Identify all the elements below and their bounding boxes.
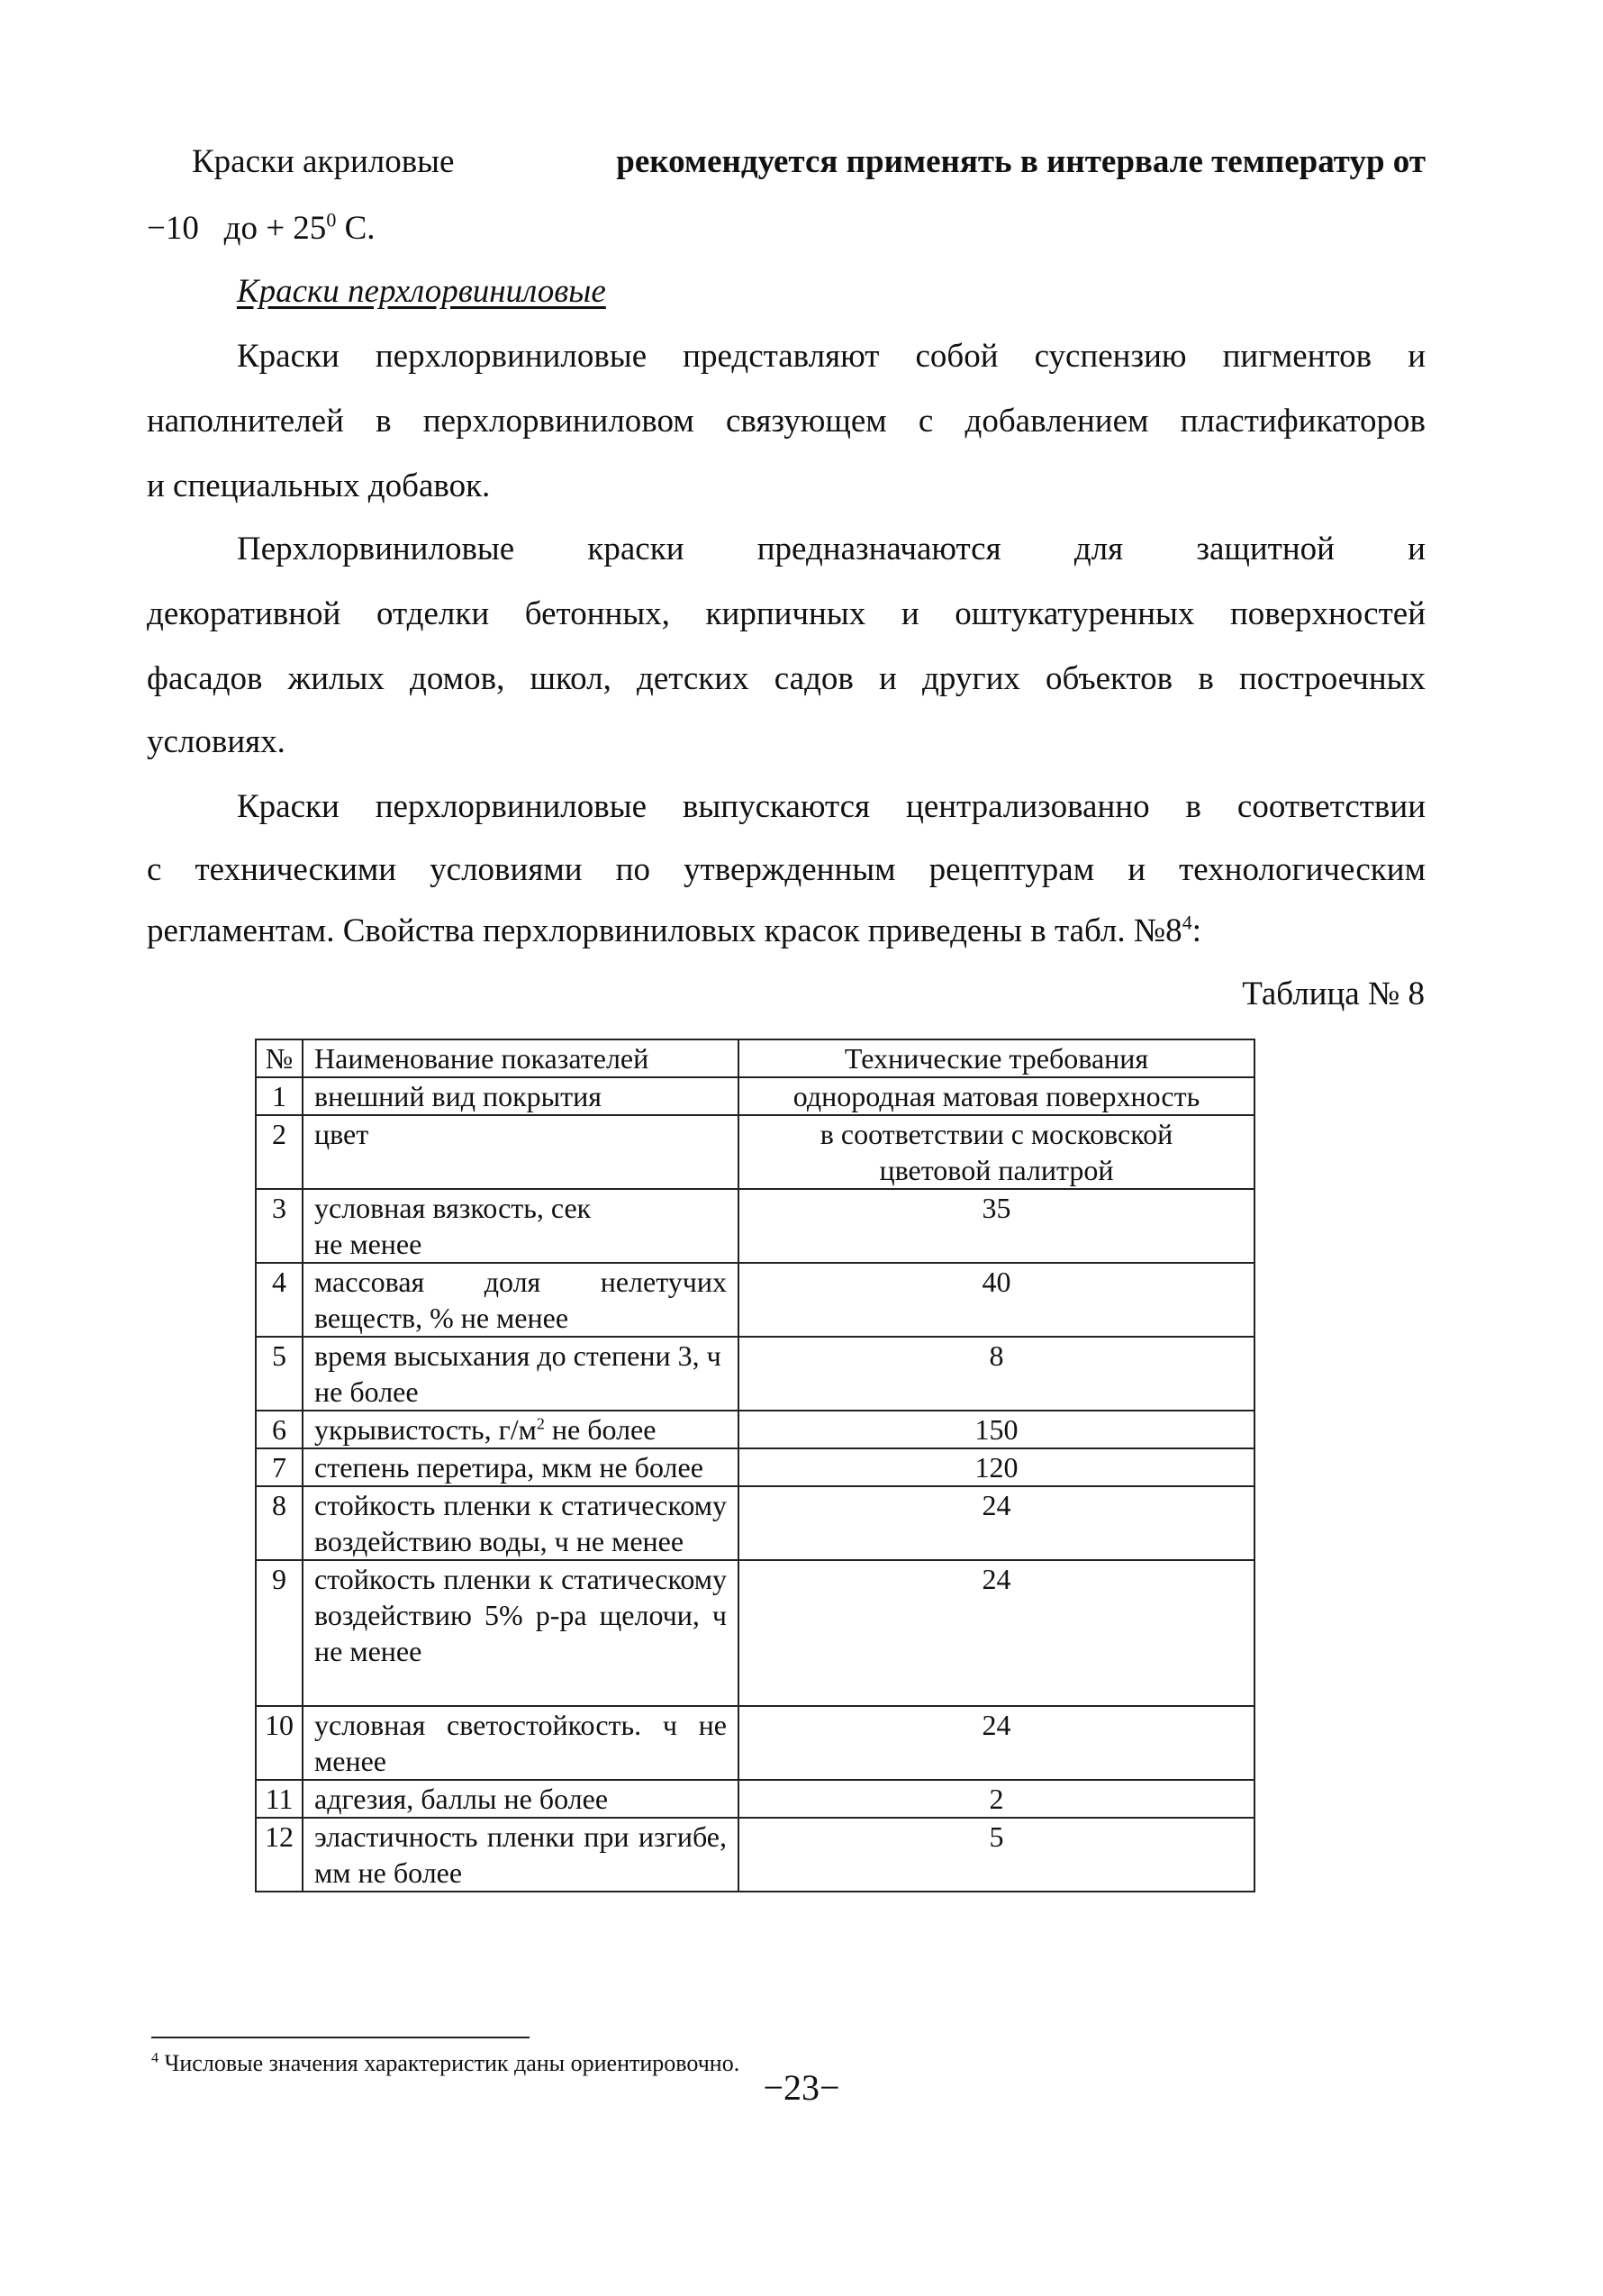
temp-degree-sup: 0 xyxy=(326,208,337,231)
table-row xyxy=(256,1411,1254,1448)
row-value: 5 xyxy=(738,1818,1254,1892)
row-num: 12 xyxy=(256,1818,303,1892)
table-header-row xyxy=(256,1039,1254,1077)
table-row xyxy=(256,1560,1254,1706)
acrylic-line-1 xyxy=(192,142,1426,182)
row-name: стойкость пленки к статическому воздействию воды, ч не менее xyxy=(303,1486,738,1560)
row-num: 11 xyxy=(256,1780,303,1818)
p3-line-3-text: регламентам. Свойства перхлорвиниловых красок приведены в табл. №8 xyxy=(147,912,1182,949)
section-heading: Краски перхлорвиниловые xyxy=(237,273,606,310)
p2-word-1: Перхлорвиниловые xyxy=(237,531,515,567)
table-row xyxy=(256,1263,1254,1337)
row-value: 24 xyxy=(738,1486,1254,1560)
row-name: условная светостойкость. ч не менее xyxy=(303,1706,738,1780)
row-num: 8 xyxy=(256,1486,303,1560)
table-row xyxy=(256,1706,1254,1780)
temp-range-post: С. xyxy=(336,210,376,247)
footnote-marker: 4 xyxy=(151,2050,158,2066)
p2-word-6: и xyxy=(1408,531,1426,567)
header-requirements: Технические требования xyxy=(738,1039,1254,1077)
table-row xyxy=(256,1189,1254,1263)
row-value: 35 xyxy=(738,1189,1254,1263)
row-name: стойкость пленки к статическому воздействию 5% р-ра щелочи, ч не менее xyxy=(303,1560,738,1706)
row-name: цвет xyxy=(303,1115,738,1189)
row-value: 40 xyxy=(738,1263,1254,1337)
row-value: 120 xyxy=(738,1448,1254,1486)
p3-line-3 xyxy=(147,912,1201,951)
table-row xyxy=(256,1115,1254,1189)
temp-range-pre: −10 до + 25 xyxy=(147,210,327,247)
row-num: 7 xyxy=(256,1448,303,1486)
p2-word-4: для xyxy=(1073,531,1124,567)
row-num: 9 xyxy=(256,1560,303,1706)
footnote-divider xyxy=(151,2037,530,2038)
row-value: 2 xyxy=(738,1780,1254,1818)
acrylic-line-1-bold: рекомендуется применять в интервале температур от xyxy=(616,143,1426,180)
row-name: массовая доля нелетучих веществ, % не менее xyxy=(303,1263,738,1337)
footnote-text: Числовые значения характеристик даны ориентировочно. xyxy=(164,2050,740,2076)
table-caption: Таблица № 8 xyxy=(1242,976,1425,1012)
row-value: в соответствии с московской цветовой палитрой xyxy=(738,1115,1254,1189)
table-row xyxy=(256,1077,1254,1115)
row-name: эластичность пленки при изгибе, мм не более xyxy=(303,1818,738,1892)
row-value: 24 xyxy=(738,1706,1254,1780)
p3-line-2: с техническими условиями по утвержденным рецептурам и технологическим xyxy=(147,851,1426,888)
row-num: 2 xyxy=(256,1115,303,1189)
row-num: 1 xyxy=(256,1077,303,1115)
acrylic-line-2 xyxy=(147,209,376,249)
table-row xyxy=(256,1818,1254,1892)
p2-line-1 xyxy=(237,530,1426,569)
header-num: № xyxy=(256,1039,303,1077)
row-num: 3 xyxy=(256,1189,303,1263)
table-row xyxy=(256,1486,1254,1560)
p3-line-1: Краски перхлорвиниловые выпускаются централизованно в соответствии xyxy=(237,788,1426,825)
row-name-post: не более xyxy=(544,1413,657,1446)
p1-line-1-text: Краски перхлорвиниловые представляют собой суспензию пигментов и xyxy=(237,338,1426,375)
row-value: 8 xyxy=(738,1337,1254,1411)
row-num: 4 xyxy=(256,1263,303,1337)
table-row xyxy=(256,1780,1254,1818)
p2-line-2: декоративной отделки бетонных, кирпичных и оштукатуренных поверхностей xyxy=(147,595,1426,632)
row-name: адгезия, баллы не более xyxy=(303,1780,738,1818)
row-value: 24 xyxy=(738,1560,1254,1706)
row-name: степень перетира, мкм не более xyxy=(303,1448,738,1486)
row-value: 150 xyxy=(738,1411,1254,1448)
p1-line-2: наполнителей в перхлорвиниловом связующем с добавлением пластификаторов xyxy=(147,403,1426,440)
row-name-sup: 2 xyxy=(536,1414,545,1433)
page-number: −23− xyxy=(763,2067,840,2108)
header-name: Наименование показателей xyxy=(303,1039,738,1077)
table-row xyxy=(256,1448,1254,1486)
row-name: внешний вид покрытия xyxy=(303,1077,738,1115)
p1-line-1 xyxy=(237,337,1426,377)
p2-word-3: предназначаются xyxy=(756,531,1001,567)
row-name-pre: укрывистость, г/м xyxy=(314,1413,537,1446)
properties-table xyxy=(255,1039,1255,1892)
row-name xyxy=(303,1411,738,1448)
p2-line-4: условиях. xyxy=(147,723,285,760)
p3-line-3-tail: : xyxy=(1191,912,1201,949)
acrylic-line-1-regular: Краски акриловые xyxy=(192,143,455,180)
row-name: время высыхания до степени 3, ч не более xyxy=(303,1337,738,1411)
table-row xyxy=(256,1337,1254,1411)
p2-word-5: защитной xyxy=(1196,531,1335,567)
row-num: 6 xyxy=(256,1411,303,1448)
p2-line-3: фасадов жилых домов, школ, детских садов и других объектов в построечных xyxy=(147,660,1426,697)
p1-line-3: и специальных добавок. xyxy=(147,467,491,504)
row-name: условная вязкость, сек не менее xyxy=(303,1189,738,1263)
row-num: 10 xyxy=(256,1706,303,1780)
row-value: однородная матовая поверхность xyxy=(738,1077,1254,1115)
footnote-ref: 4 xyxy=(1182,911,1192,934)
row-num: 5 xyxy=(256,1337,303,1411)
p2-word-2: краски xyxy=(587,531,684,567)
